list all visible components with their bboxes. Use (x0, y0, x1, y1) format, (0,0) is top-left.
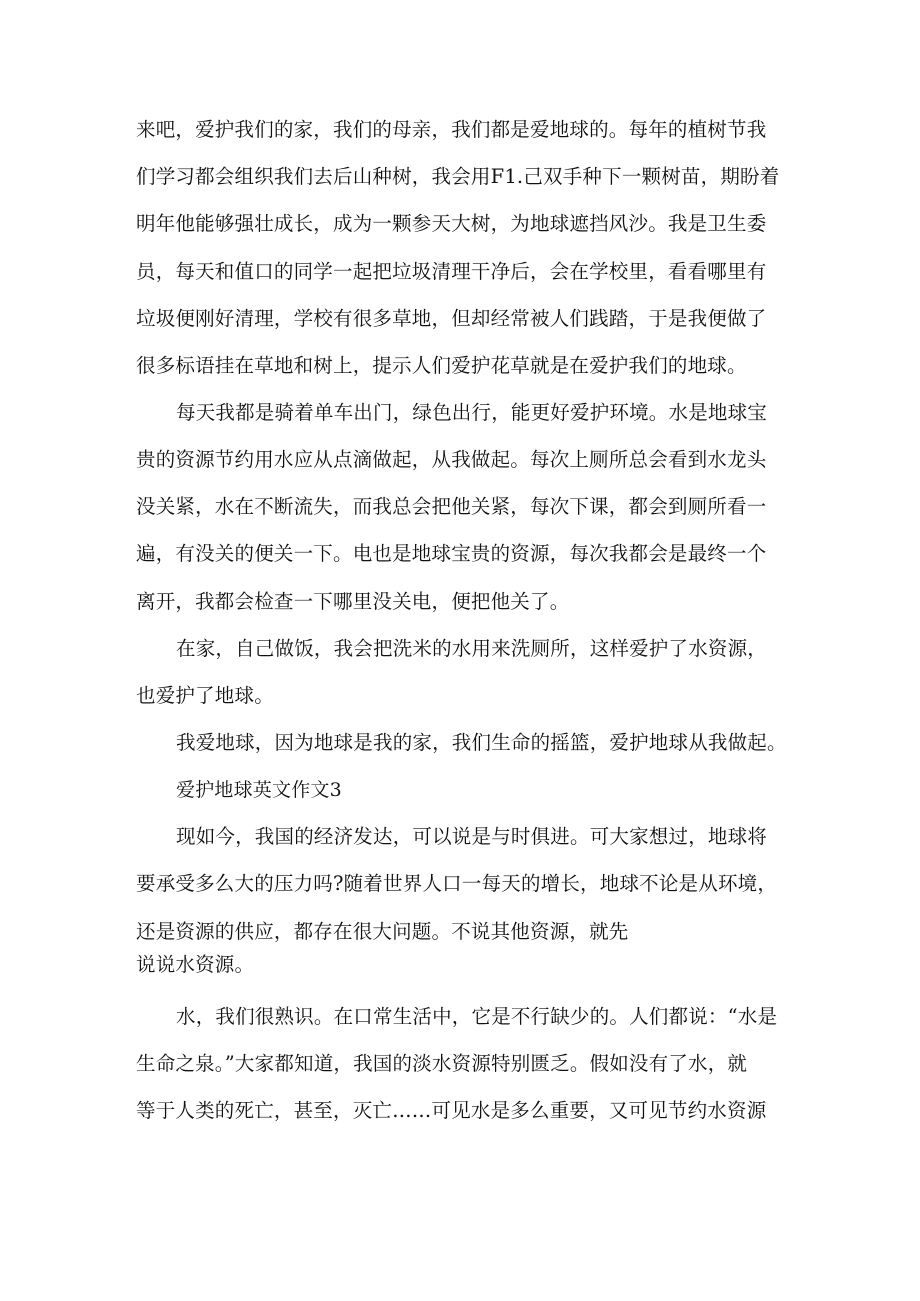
text-line: 员，每天和值口的同学一起把垃圾清理干净后，会在学校里，看看哪里有 (136, 260, 767, 283)
text-line: 明年他能够强壮成长，成为一颗参天大树，为地球遮挡风沙。我是卫生委 (136, 212, 767, 235)
section-heading: 爱护地球英文作文3 (176, 779, 342, 801)
text-line: 离开，我都会检查一下哪里没关电，便把他关了。 (136, 590, 570, 613)
text-line: 现如今，我国的经济发达，可以说是与时俱进。可大家想过，地球将 (176, 825, 768, 848)
text-line: 水，我们很熟识。在口常生活中，它是不行缺少的。人们都说：“水是 (176, 1005, 778, 1028)
text-line: 很多标语挂在草地和树上，提示人们爱护花草就是在爱护我们的地球。 (136, 354, 747, 377)
text-line: 也爱护了地球。 (136, 684, 274, 707)
text-line: 在家，自己做饭，我会把洗米的水用来洗厕所，这样爱护了水资源， (176, 637, 768, 660)
text-line: 说说水资源。 (136, 953, 255, 976)
text-line: 等于人类的死亡，甚至，灭亡……可见水是多么重要，又可见节约水资源 (136, 1099, 767, 1122)
text-line: 遍，有没关的便关一下。电也是地球宝贵的资源，每次我都会是最终一个 (136, 542, 767, 565)
text-line: 没关紧，水在不断流失，而我总会把他关紧，每次下课，都会到厕所看一 (136, 495, 767, 518)
text-line: 生命之泉。”大家都知道，我国的淡水资源特别匮乏。假如没有了水，就 (136, 1052, 748, 1075)
text-line: 我爱地球，因为地球是我的家，我们生命的摇篮，爱护地球从我做起。 (176, 731, 787, 754)
text-line: 每天我都是骑着单车出门，绿色出行，能更好爱护环境。水是地球宝 (176, 401, 768, 424)
text-line: 还是资源的供应，都存在很大问题。不说其他资源，就先 (136, 920, 629, 943)
text-line: 要承受多么大的压力吗?随着世界人口一每天的增长，地球不论是从环境， (136, 872, 778, 895)
text-line: 垃圾便刚好清理，学校有很多草地，但却经常被人们践踏，于是我便做了 (136, 307, 767, 330)
text-line: 来吧，爱护我们的家，我们的母亲，我们都是爱地球的。每年的植树节我 (136, 118, 767, 141)
text-line: 们学习都会组织我们去后山种树，我会用F1.己双手种下一颗树苗，期盼着 (136, 165, 780, 188)
text-line: 贵的资源节约用水应从点滴做起，从我做起。每次上厕所总会看到水龙头 (136, 448, 767, 471)
